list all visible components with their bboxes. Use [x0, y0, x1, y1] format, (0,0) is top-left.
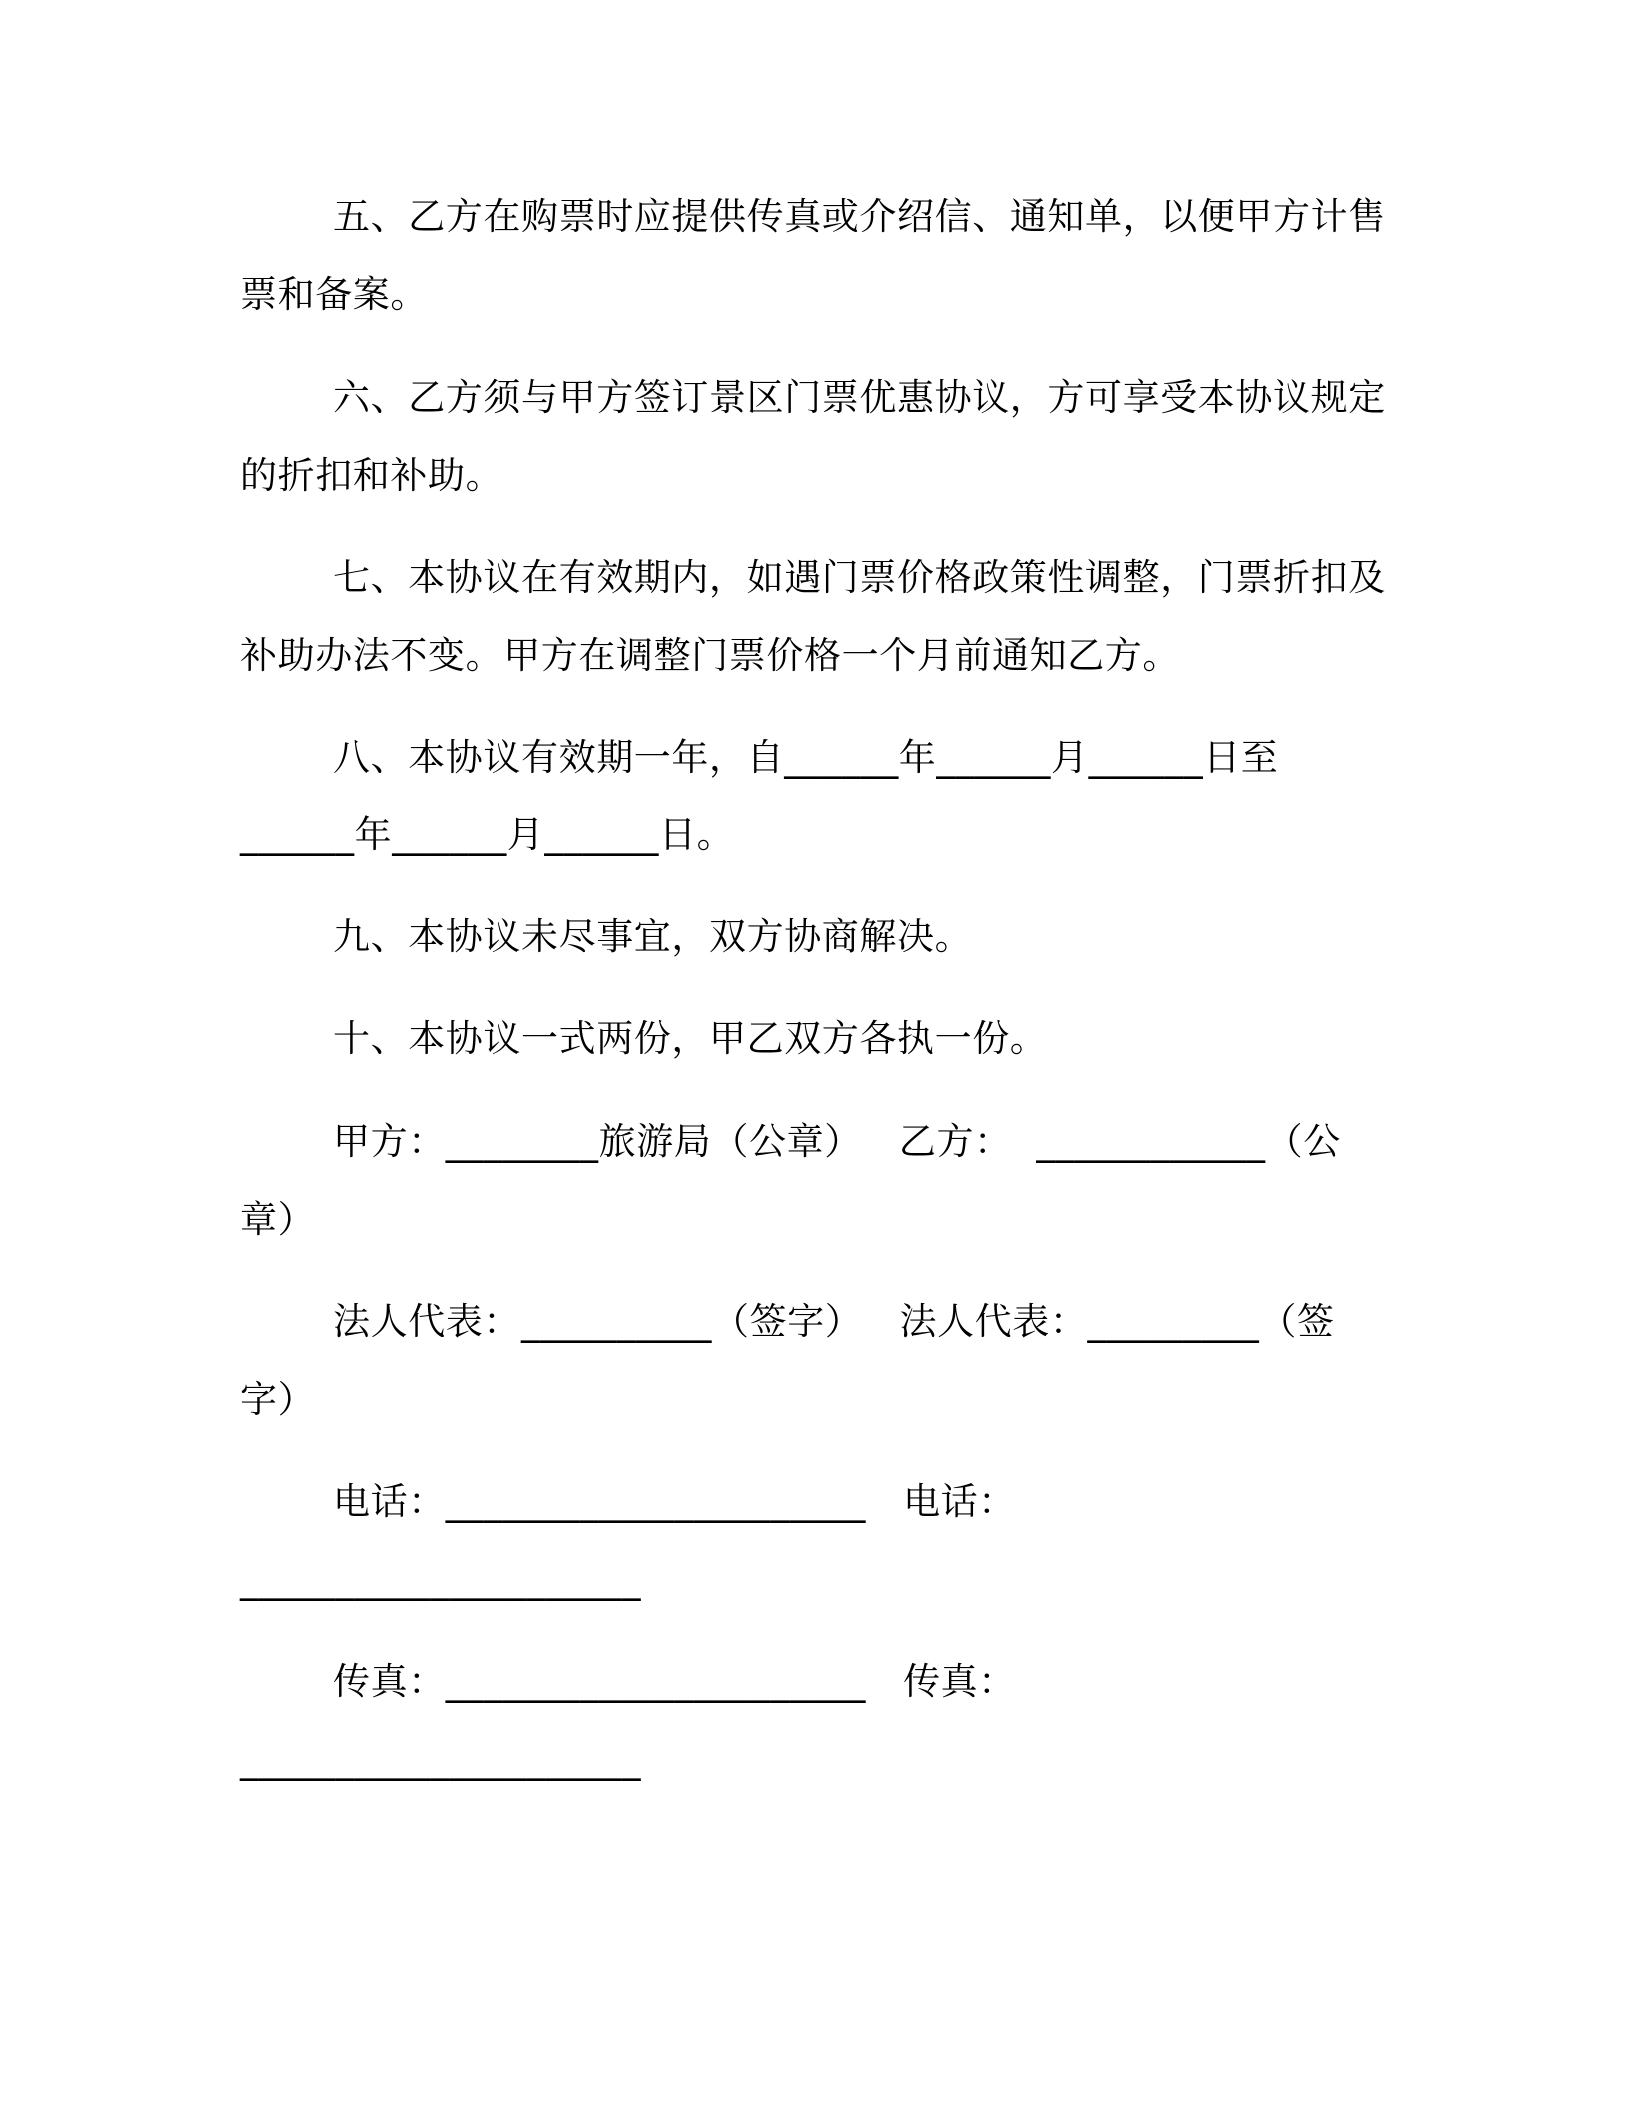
clause-5-line-1: 五、乙方在购票时应提供传真或介绍信、通知单，以便甲方计售 [333, 195, 1386, 238]
clause-6-line-2: 的折扣和补助。 [240, 454, 504, 497]
clause-8-line-1: 八、本协议有效期一年，自______年______月______日至 [333, 736, 1279, 779]
clause-7-line-1: 七、本协议在有效期内，如遇门票价格政策性调整，门票折扣及 [333, 556, 1386, 599]
clause-8-line-2: ______年______月______日。 [240, 813, 735, 856]
phone-line-1: 电话：______________________ 电话： [333, 1480, 1016, 1523]
party-seal-line-2: 章） [240, 1198, 316, 1241]
fax-line-1: 传真：______________________ 传真： [333, 1660, 1016, 1703]
party-seal-line-1: 甲方：________旅游局（公章） 乙方： ____________（公 [333, 1120, 1341, 1163]
clause-10: 十、本协议一式两份，甲乙双方各执一份。 [333, 1017, 1048, 1060]
phone-line-2: _____________________ [240, 1558, 642, 1601]
clause-9: 九、本协议未尽事宜，双方协商解决。 [333, 915, 973, 958]
clause-6-line-1: 六、乙方须与甲方签订景区门票优惠协议，方可享受本协议规定 [333, 376, 1386, 419]
fax-line-2: _____________________ [240, 1738, 642, 1781]
clause-5-line-2: 票和备案。 [240, 273, 428, 316]
legal-rep-line-2: 字） [240, 1378, 316, 1421]
legal-rep-line-1: 法人代表：__________（签字） 法人代表：_________（签 [333, 1300, 1335, 1343]
clause-7-line-2: 补助办法不变。甲方在调整门票价格一个月前通知乙方。 [240, 634, 1180, 677]
